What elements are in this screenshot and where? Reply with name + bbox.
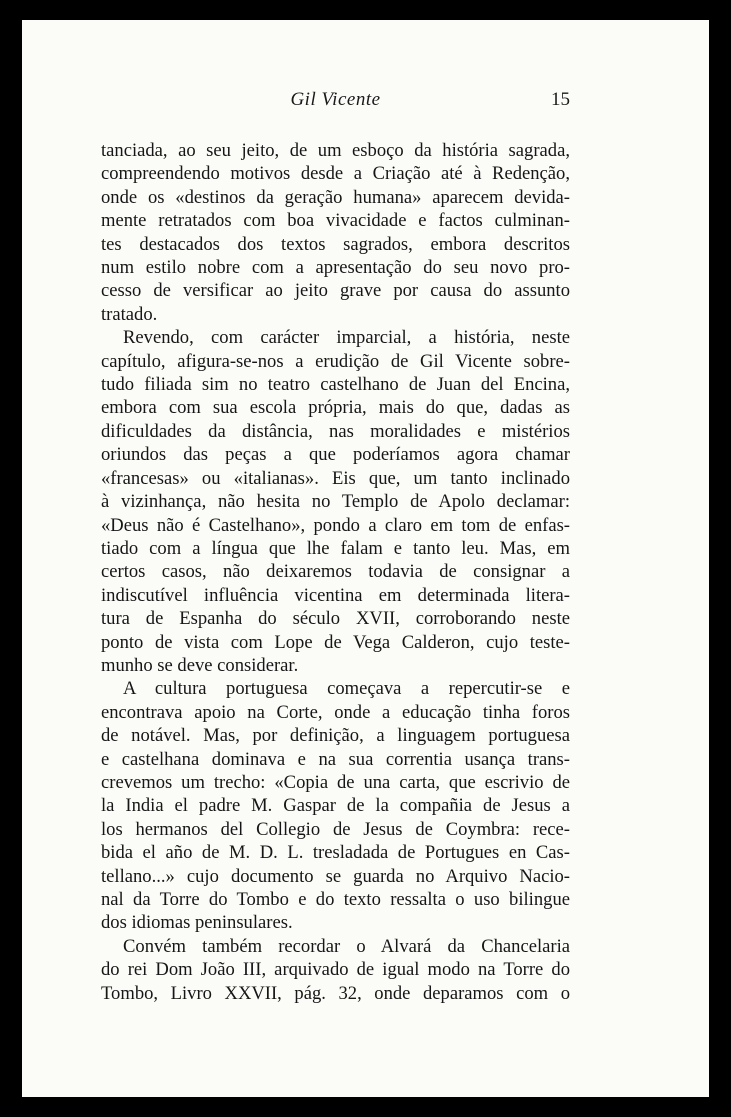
text-line: los hermanos del Collegio de Jesus de Coymbra: rece- xyxy=(101,818,570,840)
text-line: Convém também recordar o Alvará da Chancelaria xyxy=(123,935,570,957)
paragraph xyxy=(101,139,570,326)
text-line: munho se deve considerar. xyxy=(101,654,299,676)
text-line: oriundos das peças a que poderíamos agora chamar xyxy=(101,444,570,466)
page-number: 15 xyxy=(551,89,570,110)
text-line: tudo filiada sim no teatro castelhano de Juan del Encina, xyxy=(101,374,570,396)
text-line: tiado com a língua que lhe falam e tanto leu. Mas, em xyxy=(101,537,570,559)
text-line: onde os «destinos da geração humana» aparecem devida- xyxy=(101,186,570,208)
text-line: tellano...» cujo documento se guarda no Arquivo Nacio- xyxy=(101,865,570,887)
text-line: ponto de vista com Lope de Vega Calderon, cujo teste- xyxy=(101,631,570,653)
text-line: capítulo, afigura-se-nos a erudição de Gil Vicente sobre- xyxy=(101,350,570,372)
paragraph xyxy=(101,326,570,677)
text-line: dificuldades da distância, nas moralidades e mistérios xyxy=(101,420,570,442)
text-line: tura de Espanha do século XVII, corroborando neste xyxy=(101,608,570,630)
text-line: tes destacados dos textos sagrados, embora descritos xyxy=(101,233,570,255)
text-line: Tombo, Livro XXVII, pág. 32, onde deparamos com o xyxy=(101,982,570,1004)
running-title: Gil Vicente xyxy=(290,89,381,110)
text-line: nal da Torre do Tombo e do texto ressalta o uso bilingue xyxy=(101,889,570,910)
text-line: de notável. Mas, por definição, a linguagem portuguesa xyxy=(101,725,570,747)
text-line: embora com sua escola própria, mais do que, dadas as xyxy=(101,397,570,419)
text-line: mente retratados com boa vivacidade e factos culminan- xyxy=(101,210,570,232)
text-line: tanciada, ao seu jeito, de um esboço da história sagrada, xyxy=(101,140,570,161)
text-line: num estilo nobre com a apresentação do seu novo pro- xyxy=(101,257,570,279)
text-line: «Deus não é Castelhano», pondo a claro em tom de enfas- xyxy=(101,514,570,536)
text-line: crevemos um trecho: «Copia de una carta, que escrivio de xyxy=(101,771,570,793)
text-line: do rei Dom João III, arquivado de igual modo na Torre do xyxy=(101,959,570,981)
text-line: cesso de versificar ao jeito grave por causa do assunto xyxy=(101,280,570,302)
text-line: la India el padre M. Gaspar de la compañia de Jesus a xyxy=(101,795,570,817)
text-line: Revendo, com carácter imparcial, a história, neste xyxy=(123,327,570,349)
text-line: dos idiomas peninsulares. xyxy=(101,912,293,934)
text-line: encontrava apoio na Corte, onde a educação tinha foros xyxy=(101,701,570,723)
body-text xyxy=(101,139,570,1005)
text-line: compreendendo motivos desde a Criação até à Redenção, xyxy=(101,163,570,185)
text-line: e castelhana dominava e na sua correntia usança trans- xyxy=(101,748,570,770)
text-line: A cultura portuguesa começava a repercutir-se e xyxy=(123,678,570,700)
text-line: «francesas» ou «italianas». Eis que, um tanto inclinado xyxy=(101,467,570,489)
paragraph xyxy=(101,677,570,934)
text-line: bida el año de M. D. L. tresladada de Portugues en Cas- xyxy=(101,842,570,864)
text-line: tratado. xyxy=(101,303,158,325)
text-line: indiscutível influência vicentina em determinada litera- xyxy=(101,584,570,606)
page-header xyxy=(101,89,570,119)
text-line: certos casos, não deixaremos todavia de consignar a xyxy=(101,561,570,583)
text-line: à vizinhança, não hesita no Templo de Apolo declamar: xyxy=(101,491,570,513)
paragraph xyxy=(101,935,570,1005)
